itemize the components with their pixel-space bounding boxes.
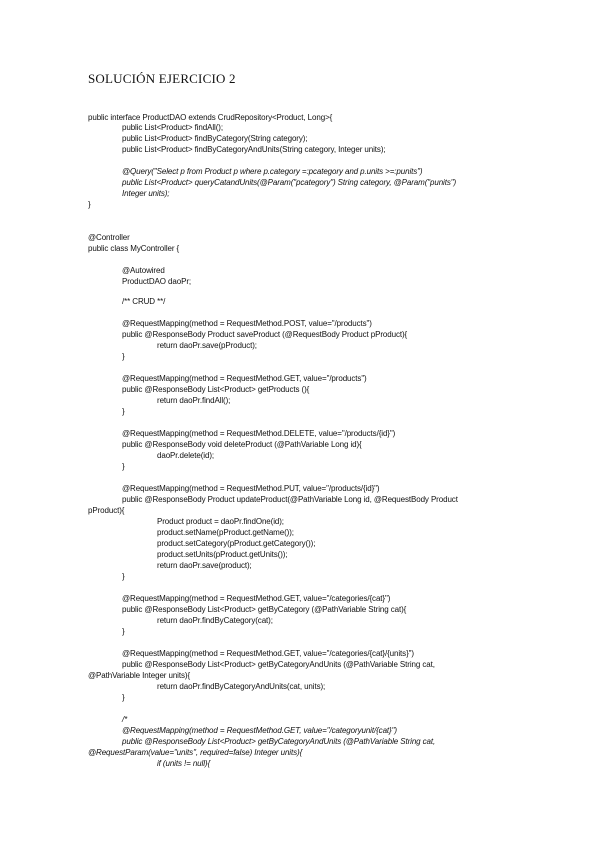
code-line: } — [122, 572, 125, 581]
code-line: public List<Product> findByCategoryAndUnits(String category, Integer units); — [122, 145, 386, 154]
code-line: public @ResponseBody Product updateProduct(@PathVariable Long id, @RequestBody Product — [122, 495, 458, 504]
code-line: @PathVariable Integer units){ — [88, 671, 191, 680]
code-line: @RequestMapping(method = RequestMethod.POST, value="/products") — [122, 319, 372, 328]
code-line: return daoPr.findAll(); — [157, 396, 231, 405]
code-line: public class MyController { — [88, 244, 180, 253]
code-line: @RequestMapping(method = RequestMethod.GET, value="/categories/{cat}") — [122, 594, 391, 603]
code-line: @Query("Select p from Product p where p.category =:pcategory and p.units >=:punits") — [122, 167, 423, 176]
code-line: public interface ProductDAO extends CrudRepository<Product, Long>{ — [88, 113, 333, 122]
code-line: @RequestMapping(method = RequestMethod.DELETE, value="/products/{id}") — [122, 429, 396, 438]
code-line: @Autowired — [122, 266, 165, 275]
code-line: product.setUnits(pProduct.getUnits()); — [157, 550, 288, 559]
code-line: public @ResponseBody List<Product> getProducts (){ — [122, 385, 310, 394]
code-line: return daoPr.save(pProduct); — [157, 341, 257, 350]
code-line: public @ResponseBody void deleteProduct (@PathVariable Long id){ — [122, 440, 362, 449]
code-line: public @ResponseBody List<Product> getByCategoryAndUnits (@PathVariable String cat, — [122, 660, 435, 669]
code-line: return daoPr.findByCategoryAndUnits(cat, units); — [157, 682, 326, 691]
code-line: @Controller — [88, 233, 130, 242]
code-line: @RequestMapping(method = RequestMethod.GET, value="/categoryunit/{cat}") — [122, 726, 397, 735]
code-line: product.setCategory(pProduct.getCategory()); — [157, 539, 316, 548]
code-line: ProductDAO daoPr; — [122, 277, 191, 286]
code-line: /* — [122, 715, 128, 724]
code-line: public @ResponseBody Product saveProduct (@RequestBody Product pProduct){ — [122, 330, 408, 339]
code-line: Integer units); — [122, 189, 170, 198]
code-line: } — [122, 352, 125, 361]
code-line: @RequestMapping(method = RequestMethod.PUT, value="/products/{id}") — [122, 484, 380, 493]
code-line: daoPr.delete(id); — [157, 451, 215, 460]
code-line: return daoPr.save(product); — [157, 561, 252, 570]
code-line: } — [122, 693, 125, 702]
code-line: public List<Product> findByCategory(String category); — [122, 134, 308, 143]
code-line: public @ResponseBody List<Product> getByCategory (@PathVariable String cat){ — [122, 605, 407, 614]
code-line: return daoPr.findByCategory(cat); — [157, 616, 273, 625]
code-line: if (units != null){ — [157, 759, 211, 768]
code-line: public List<Product> queryCatandUnits(@Param("pcategory") String category, @Param("punits") — [122, 178, 457, 187]
code-line: pProduct){ — [88, 506, 125, 515]
document-title: SOLUCIÓN EJERCICIO 2 — [88, 71, 236, 86]
code-line: @RequestParam(value="units", required=false) Integer units){ — [88, 748, 303, 757]
code-line: Product product = daoPr.findOne(id); — [157, 517, 284, 526]
code-line: } — [88, 200, 91, 209]
code-line: } — [122, 627, 125, 636]
code-line: } — [122, 462, 125, 471]
code-line: /** CRUD **/ — [122, 297, 166, 306]
code-line: @RequestMapping(method = RequestMethod.GET, value="/products") — [122, 374, 367, 383]
code-line: product.setName(pProduct.getName()); — [157, 528, 294, 537]
code-line: public List<Product> findAll(); — [122, 123, 223, 132]
code-line: public @ResponseBody List<Product> getByCategoryAndUnits (@PathVariable String cat, — [122, 737, 436, 746]
code-line: } — [122, 407, 125, 416]
code-line: @RequestMapping(method = RequestMethod.GET, value="/categories/{cat}/{units}") — [122, 649, 414, 658]
